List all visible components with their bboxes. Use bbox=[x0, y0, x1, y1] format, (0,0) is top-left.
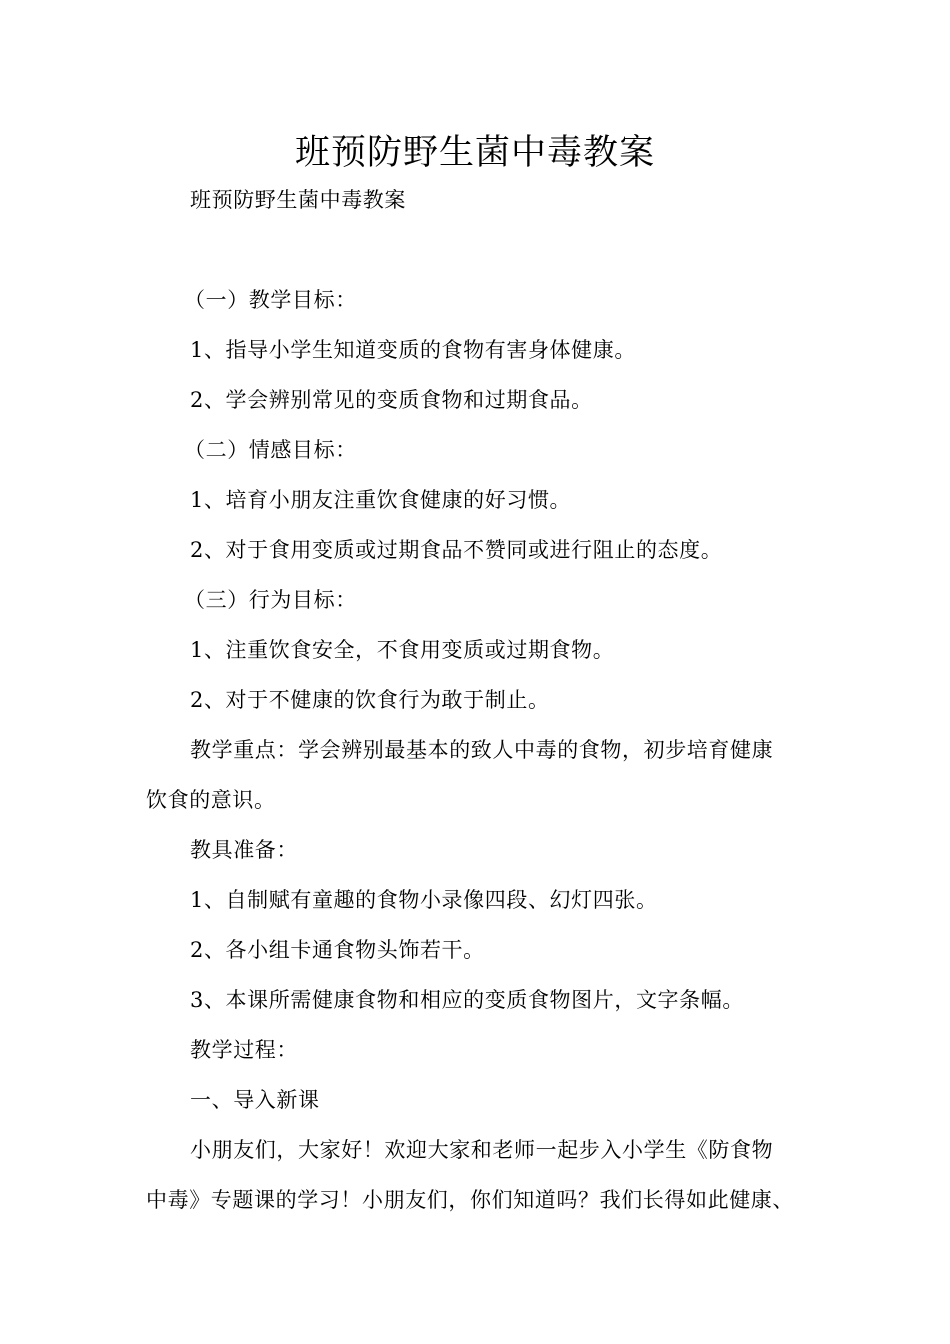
paragraph-key-points: 教学重点：学会辨别最基本的致人中毒的食物，初步培育健康 bbox=[190, 738, 774, 762]
paragraph: 1、注重饮食安全，不食用变质或过期食物。 bbox=[190, 638, 615, 662]
section-heading-materials: 教具准备： bbox=[190, 838, 298, 862]
paragraph: 1、指导小学生知道变质的食物有害身体健康。 bbox=[190, 338, 636, 362]
paragraph: 3、本课所需健康食物和相应的变质食物图片，文字条幅。 bbox=[190, 988, 744, 1012]
paragraph: 2、对于不健康的饮食行为敢于制止。 bbox=[190, 688, 550, 712]
section-heading-teaching-goals: （一）教学目标： bbox=[184, 288, 357, 312]
paragraph: 1、培育小朋友注重饮食健康的好习惯。 bbox=[190, 488, 572, 512]
paragraph: 2、对于食用变质或过期食品不赞同或进行阻止的态度。 bbox=[190, 538, 723, 562]
paragraph-key-points-continued: 饮食的意识。 bbox=[146, 788, 276, 812]
section-heading-process: 教学过程： bbox=[190, 1038, 298, 1062]
paragraph: 2、学会辨别常见的变质食物和过期食品。 bbox=[190, 388, 593, 412]
document-title: 班预防野生菌中毒教案 bbox=[294, 133, 655, 173]
section-heading-introduction: 一、导入新课 bbox=[190, 1088, 320, 1112]
section-heading-emotional-goals: （二）情感目标： bbox=[184, 438, 357, 462]
section-heading-behavior-goals: （三）行为目标： bbox=[184, 588, 357, 612]
paragraph-intro: 小朋友们，大家好！欢迎大家和老师一起步入小学生《防食物 bbox=[190, 1138, 774, 1162]
paragraph: 2、各小组卡通食物头饰若干。 bbox=[190, 938, 485, 962]
paragraph-intro-continued: 中毒》专题课的学习！小朋友们，你们知道吗？我们长得如此健康、 bbox=[146, 1188, 794, 1212]
paragraph: 1、自制赋有童趣的食物小录像四段、幻灯四张。 bbox=[190, 888, 658, 912]
document-subtitle: 班预防野生菌中毒教案 bbox=[190, 188, 406, 212]
